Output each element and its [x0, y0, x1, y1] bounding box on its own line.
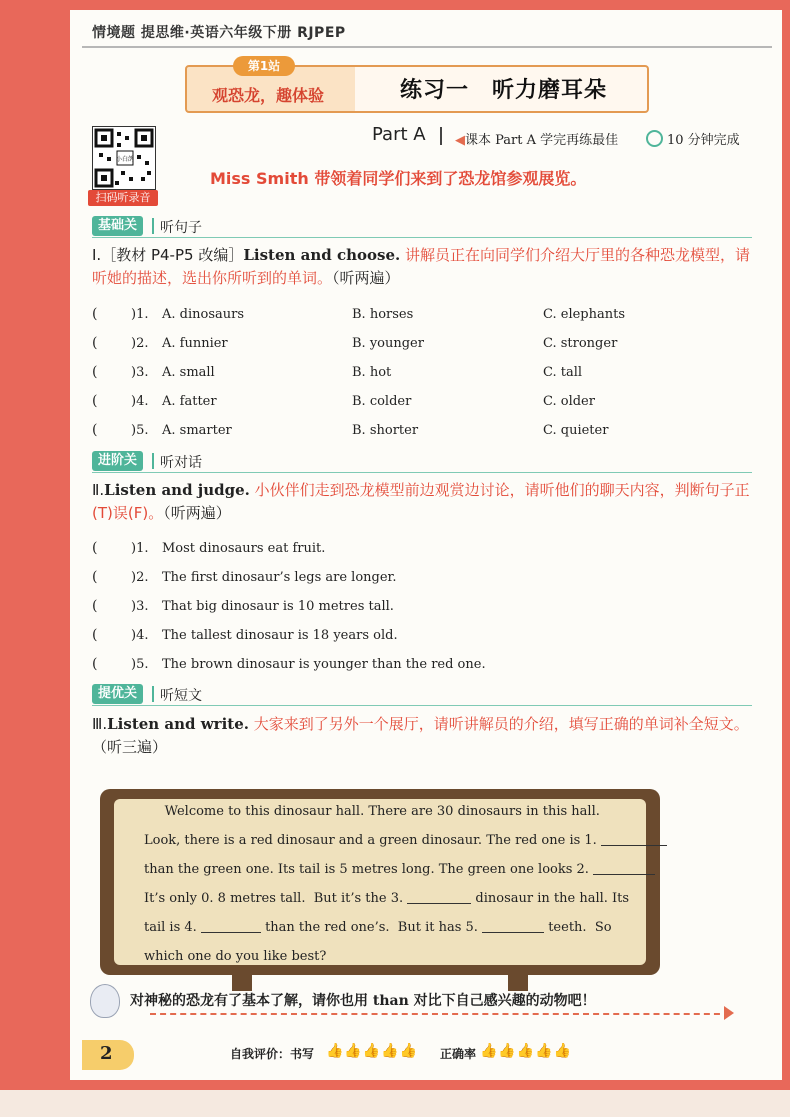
answer-paren[interactable]: ( [92, 306, 98, 322]
option-b: B. colder [352, 394, 412, 409]
handwriting-thumbs-icon[interactable]: 👍👍👍👍👍 [326, 1043, 419, 1059]
blank-4-input[interactable] [201, 931, 261, 933]
accuracy-thumbs-icon[interactable]: 👍👍👍👍👍 [480, 1043, 573, 1059]
answer-paren[interactable]: ( [92, 393, 98, 409]
prompt-text: 对比下自己感兴趣的动物吧！ [413, 993, 596, 1009]
passage-line [144, 949, 326, 964]
passage-text: than the green one. Its tail is 5 metres long. The green one looks 2. [144, 862, 589, 877]
statement: That big dinosaur is 10 metres tall. [162, 599, 394, 614]
instruction-tail: （听两遍） [163, 504, 231, 522]
section-bar [152, 686, 154, 702]
passage-line [144, 804, 600, 819]
passage-text: than the red one’s. But it has 5. [260, 920, 478, 935]
footer-prompt [130, 990, 596, 1010]
prompt-bold: than [372, 993, 409, 1009]
option-c: C. elephants [543, 307, 626, 322]
item-number: )1. [131, 541, 149, 556]
passage-line [144, 920, 612, 935]
section-label: 听对话 [160, 455, 202, 471]
prompt-text: 对神秘的恐龙有了基本了解，请你也用 [130, 993, 368, 1009]
answer-paren[interactable]: ( [92, 422, 98, 438]
item-number: )1. [131, 307, 149, 322]
instruction-red: 讲解员正在向同学们介绍大厅里的各种恐龙模型，请听她的描述，选出你所听到的单词。 [92, 246, 751, 287]
bottom-strip [0, 1090, 790, 1117]
qr-label: 扫码听录音 [88, 190, 158, 206]
exercise-title: 练习一 听力磨耳朵 [400, 78, 608, 103]
passage-text: teeth. So [544, 920, 612, 935]
passage-panel [114, 799, 646, 965]
instruction-prefix: Ⅲ. [92, 715, 108, 733]
option-c: C. older [543, 394, 595, 409]
qr-mini-label: 小白鸽 [115, 156, 135, 163]
clock-icon [646, 130, 663, 147]
accuracy-label: 正确率 [440, 1047, 477, 1061]
statement: The tallest dinosaur is 18 years old. [162, 628, 398, 643]
answer-paren[interactable]: ( [92, 627, 98, 643]
passage-text: Welcome to this dinosaur hall. There are 30 dinosaurs in this hall. [144, 804, 600, 819]
item-number: )2. [131, 570, 149, 585]
item-number: )5. [131, 423, 149, 438]
self-eval-label: 自我评价：书写 [230, 1047, 315, 1061]
statement: The first dinosaur’s legs are longer. [162, 570, 397, 585]
timer [646, 129, 740, 148]
option-a: A. funnier [162, 336, 228, 351]
section-rule [92, 237, 752, 238]
option-b: B. hot [352, 365, 392, 380]
instruction-bold: Listen and choose. [243, 246, 401, 264]
instruction-tail: （听三遍） [92, 738, 168, 756]
megaphone-icon: ◀ [455, 133, 465, 148]
option-c: C. stronger [543, 336, 618, 351]
banner-subtitle: 观恐龙，趣体验 [212, 86, 325, 105]
answer-paren[interactable]: ( [92, 656, 98, 672]
passage-text: dinosaur in the hall. Its [471, 891, 630, 906]
blank-2-input[interactable] [593, 873, 655, 875]
option-b: B. horses [352, 307, 414, 322]
instruction-tail: （听两遍） [332, 269, 400, 287]
bird-mascot-icon [90, 984, 120, 1018]
passage-line [144, 862, 655, 877]
option-a: A. small [162, 365, 215, 380]
arrow-right-icon [724, 1006, 734, 1020]
section-bar [152, 218, 154, 234]
option-a: A. dinosaurs [162, 307, 245, 322]
option-b: B. younger [352, 336, 424, 351]
blank-5-input[interactable] [482, 931, 544, 933]
board-post-left [232, 975, 252, 991]
instruction-red: 小伙伴们走到恐龙模型前边观赏边讨论，请听他们的聊天内容，判断句子正(T)误(F)。 [92, 481, 750, 522]
answer-paren[interactable]: ( [92, 335, 98, 351]
instruction-2 [92, 479, 752, 525]
section-rule [92, 705, 752, 706]
intro-text: Miss Smith 带领着同学们来到了恐龙馆参观展览。 [210, 169, 587, 188]
passage-text: Look, there is a red dinosaur and a green dinosaur. The red one is 1. [144, 833, 597, 848]
part-note-text: 课本 Part A 学完再练最佳 [465, 133, 619, 148]
instruction-3 [92, 713, 752, 759]
qr-code-icon[interactable] [92, 126, 156, 190]
item-number: )2. [131, 336, 149, 351]
answer-paren[interactable]: ( [92, 569, 98, 585]
board-post-right [508, 975, 528, 991]
item-number: )3. [131, 365, 149, 380]
section-tag-advanced: 进阶关 [92, 451, 143, 471]
header-rule [82, 46, 772, 48]
blank-3-input[interactable] [407, 902, 471, 904]
station-badge: 第1站 [233, 56, 295, 76]
passage-text: tail is 4. [144, 920, 197, 935]
running-header: 情境题 提思维·英语六年级下册 RJPEP [92, 25, 346, 41]
instruction-prefix: Ⅰ.［教材 P4-P5 改编］ [92, 246, 244, 264]
instruction-red: 大家来到了另外一个展厅，请听讲解员的介绍，填写正确的单词补全短文。 [253, 715, 749, 733]
option-c: C. quieter [543, 423, 609, 438]
section-label: 听句子 [160, 220, 202, 236]
answer-paren[interactable]: ( [92, 540, 98, 556]
part-title: Part A [372, 124, 426, 145]
passage-line [144, 891, 629, 906]
item-number: )4. [131, 628, 149, 643]
option-c: C. tall [543, 365, 583, 380]
item-number: )4. [131, 394, 149, 409]
part-note [455, 129, 618, 148]
page-number: 2 [100, 1043, 113, 1064]
instruction-prefix: Ⅱ. [92, 481, 105, 499]
passage-text: It’s only 0. 8 metres tall. But it’s the 3. [144, 891, 404, 906]
instruction-bold: Listen and judge. [104, 481, 250, 499]
statement: The brown dinosaur is younger than the red one. [162, 657, 486, 672]
dashed-divider [150, 1013, 730, 1015]
instruction-1 [92, 244, 752, 290]
passage-line [144, 833, 667, 848]
section-tag-basic: 基础关 [92, 216, 143, 236]
answer-paren[interactable]: ( [92, 598, 98, 614]
section-rule [92, 472, 752, 473]
section-tag-challenge: 提优关 [92, 684, 143, 704]
section-label: 听短文 [160, 688, 202, 704]
option-a: A. smarter [162, 423, 232, 438]
instruction-bold: Listen and write. [107, 715, 249, 733]
option-a: A. fatter [162, 394, 217, 409]
passage-text: which one do you like best? [144, 949, 327, 964]
statement: Most dinosaurs eat fruit. [162, 541, 326, 556]
option-b: B. shorter [352, 423, 419, 438]
blank-1-input[interactable] [601, 844, 667, 846]
answer-paren[interactable]: ( [92, 364, 98, 380]
item-number: )5. [131, 657, 149, 672]
item-number: )3. [131, 599, 149, 614]
section-bar [152, 453, 154, 469]
part-divider [440, 127, 442, 145]
timer-text: 10 分钟完成 [667, 133, 740, 148]
